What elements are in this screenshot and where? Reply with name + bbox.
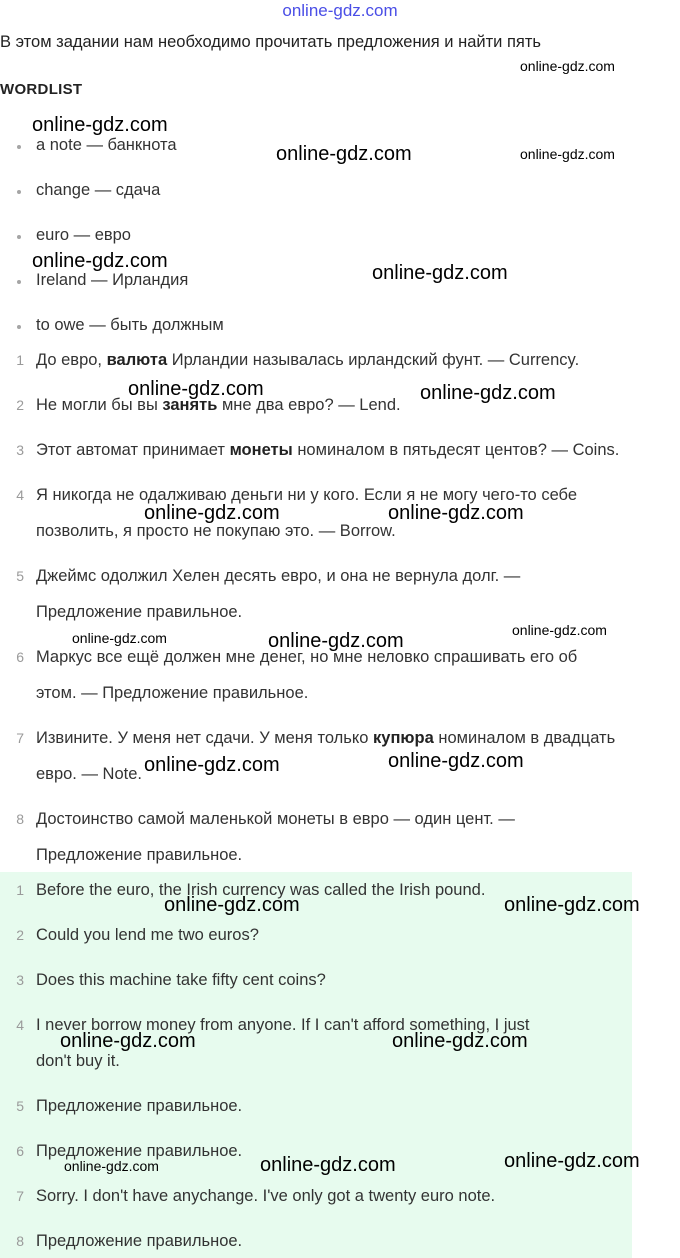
wordlist-item-text: to owe — быть должным — [36, 316, 224, 334]
task-line: Не могли бы вы занять мне два евро? — Lend. — [36, 396, 401, 414]
wordlist-item-text: change — сдача — [36, 181, 161, 199]
task-line: Я никогда не одалживаю деньги ни у кого. Если я не могу чего-то себе — [36, 486, 578, 504]
watermark: online-gdz.com — [72, 630, 167, 646]
answer-number: 1 — [16, 882, 24, 898]
watermark: online-gdz.com — [276, 143, 412, 165]
watermark: online-gdz.com — [260, 1154, 396, 1176]
task-line: Предложение правильное. — [36, 846, 243, 864]
answer-number: 5 — [16, 1098, 24, 1114]
answer-number: 3 — [16, 972, 24, 988]
highlighted-word: монеты — [229, 441, 293, 459]
answer-line: Предложение правильное. — [36, 1097, 243, 1115]
wordlist-item-text: a note — банкнота — [36, 136, 177, 154]
task-number: 4 — [16, 487, 24, 503]
answer-line: I never borrow money from anyone. If I can't afford something, I just — [36, 1016, 530, 1034]
answer-number: 4 — [16, 1017, 24, 1033]
wordlist-item-text: Ireland — Ирландия — [36, 271, 189, 289]
watermark: online-gdz.com — [388, 750, 524, 772]
bullet-icon — [17, 190, 21, 194]
highlighted-word: занять — [162, 396, 218, 414]
answer-line: don't buy it. — [36, 1052, 120, 1070]
task-line: Джеймс одолжил Хелен десять евро, и она не вернула долг. — — [36, 567, 521, 585]
task-number: 7 — [16, 730, 24, 746]
answer-line: Could you lend me two euros? — [36, 926, 259, 944]
highlighted-word: валюта — [106, 351, 168, 369]
top-watermark: online-gdz.com — [282, 1, 398, 20]
wordlist-item — [0, 271, 680, 293]
watermark: online-gdz.com — [392, 1030, 528, 1052]
watermark: online-gdz.com — [504, 1150, 640, 1172]
answer-number: 8 — [16, 1233, 24, 1249]
watermark: online-gdz.com — [520, 58, 615, 74]
watermark: online-gdz.com — [144, 502, 280, 524]
watermark: online-gdz.com — [144, 754, 280, 776]
answer-line: Предложение правильное. — [36, 1232, 243, 1250]
task-line: евро. — Note. — [36, 765, 142, 783]
answer-line: Before the euro, the Irish currency was called the Irish pound. — [36, 881, 486, 899]
watermark: online-gdz.com — [512, 622, 607, 638]
bullet-icon — [17, 235, 21, 239]
answer-number: 2 — [16, 927, 24, 943]
answer-line: Предложение правильное. — [36, 1142, 243, 1160]
watermark: online-gdz.com — [128, 378, 264, 400]
task-line: этом. — Предложение правильное. — [36, 684, 309, 702]
task-number: 3 — [16, 442, 24, 458]
watermark: online-gdz.com — [420, 382, 556, 404]
task-line: Этот автомат принимает монеты номиналом в пятьдесят центов? — Coins. — [36, 441, 620, 459]
answer-line: Sorry. I don't have anychange. I've only got a twenty euro note. — [36, 1187, 496, 1205]
wordlist-item-text: euro — евро — [36, 226, 131, 244]
task-number: 5 — [16, 568, 24, 584]
highlighted-word: купюра — [373, 729, 434, 747]
task-line: Извините. У меня нет сдачи. У меня только купюра номиналом в двадцать — [36, 729, 616, 747]
watermark: online-gdz.com — [164, 894, 300, 916]
task-number: 2 — [16, 397, 24, 413]
intro-text: В этом задании нам необходимо прочитать предложения и найти пять — [0, 33, 541, 51]
watermark: online-gdz.com — [32, 114, 168, 136]
watermark: online-gdz.com — [32, 250, 168, 272]
task-line: До евро, валюта Ирландии называлась ирландский фунт. — Currency. — [36, 351, 580, 369]
wordlist-item — [0, 226, 680, 248]
task-number: 8 — [16, 811, 24, 827]
task-line: Достоинство самой маленькой монеты в евро — один цент. — — [36, 810, 515, 828]
task-line: Предложение правильное. — [36, 603, 243, 621]
task-line: Маркус все ещё должен мне денег, но мне неловко спрашивать его об — [36, 648, 578, 666]
bullet-icon — [17, 325, 21, 329]
wordlist-item — [0, 181, 680, 203]
answer-number: 6 — [16, 1143, 24, 1159]
wordlist-item — [0, 316, 680, 338]
bullet-icon — [17, 145, 21, 149]
watermark: online-gdz.com — [64, 1158, 159, 1174]
watermark: online-gdz.com — [60, 1030, 196, 1052]
watermark: online-gdz.com — [520, 146, 615, 162]
bullet-icon — [17, 280, 21, 284]
watermark: online-gdz.com — [372, 262, 508, 284]
answer-number: 7 — [16, 1188, 24, 1204]
watermark: online-gdz.com — [388, 502, 524, 524]
task-line: позволить, я просто не покупаю это. — Borrow. — [36, 522, 396, 540]
task-number: 1 — [16, 352, 24, 368]
answer-line: Does this machine take fifty cent coins? — [36, 971, 326, 989]
watermark: online-gdz.com — [268, 630, 404, 652]
watermark: online-gdz.com — [504, 894, 640, 916]
wordlist-heading: WORDLIST — [0, 81, 83, 98]
task-number: 6 — [16, 649, 24, 665]
